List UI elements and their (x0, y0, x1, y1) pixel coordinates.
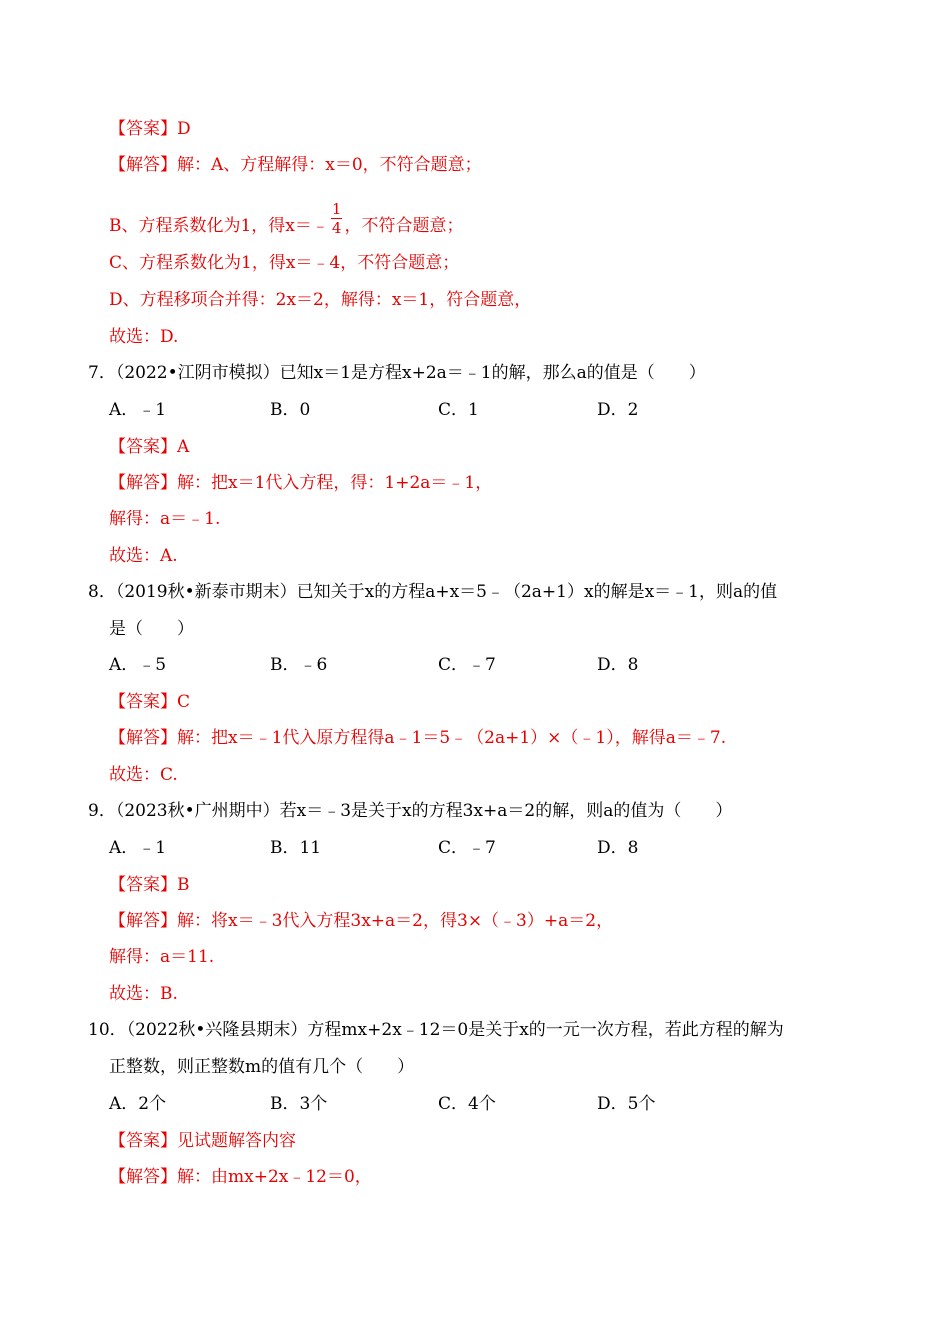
q6-b-suffix: ，不符合题意； (344, 216, 464, 236)
q6-option-d-line: D、方程移项合并得：2x＝2，解得：x＝1，符合题意， (109, 290, 532, 310)
q9-solution-1: 【解答】解：将x＝﹣3代入方程3x+a＝2，得3×（﹣3）+a＝2， (109, 911, 614, 931)
q7-stem: 7．（2022•江阴市模拟）已知x＝1是方程x+2a＝﹣1的解，那么a的值是（ ） (88, 363, 706, 383)
q6-solution: 【解答】解：A、方程解得：x＝0，不符合题意； (109, 155, 482, 175)
q8-solution-1: 【解答】解：把x＝﹣1代入原方程得a﹣1＝5﹣（2a+1）×（﹣1），解得a＝﹣7. (109, 728, 727, 748)
q6-option-c-line: C、方程系数化为1，得x＝﹣4，不符合题意； (109, 253, 460, 273)
q8-option-d: D．8 (597, 655, 639, 675)
q8-option-c: C．﹣7 (438, 655, 496, 675)
q8-choose: 故选：C. (109, 765, 178, 785)
q10-option-b: B．3个 (270, 1094, 328, 1114)
q10-answer: 【答案】见试题解答内容 (109, 1131, 296, 1151)
q9-option-d: D．8 (597, 838, 639, 858)
q8-option-a: A．﹣5 (109, 655, 167, 675)
fraction-denominator: 4 (331, 219, 342, 237)
q7-option-d: D．2 (597, 400, 639, 420)
q8-stem-1: 8．（2019秋•新泰市期末）已知关于x的方程a+x＝5﹣（2a+1）x的解是x＝﹣1，则a的值 (88, 582, 778, 602)
q6-choose: 故选：D. (109, 327, 179, 347)
q10-stem-2: 正整数，则正整数m的值有几个（ ） (109, 1057, 415, 1077)
q9-option-b: B．11 (270, 838, 322, 858)
q10-option-a: A．2个 (109, 1094, 167, 1114)
fraction-numerator: 1 (331, 200, 342, 218)
q7-option-c: C．1 (438, 400, 479, 420)
q6-b-prefix: B、方程系数化为1，得x＝﹣ (109, 216, 329, 236)
q10-option-c: C．4个 (438, 1094, 496, 1114)
q9-stem: 9．（2023秋•广州期中）若x＝﹣3是关于x的方程3x+a＝2的解，则a的值为（ ） (88, 801, 733, 821)
q9-solution-2: 解得：a＝11. (109, 947, 215, 967)
q6-option-b-line (109, 200, 464, 245)
q10-option-d: D．5个 (597, 1094, 656, 1114)
q8-answer: 【答案】C (109, 692, 191, 712)
q9-choose: 故选：B. (109, 984, 178, 1004)
q8-stem-2: 是（ ） (109, 619, 194, 639)
q10-stem-1: 10．（2022秋•兴隆县期末）方程mx+2x﹣12＝0是关于x的一元一次方程，若此方程的解为 (88, 1020, 784, 1040)
q7-option-a: A．﹣1 (109, 400, 167, 420)
q7-solution-1: 【解答】解：把x＝1代入方程，得：1+2a＝﹣1， (109, 473, 493, 493)
q7-choose: 故选：A. (109, 546, 178, 566)
q6-answer: 【答案】D (109, 119, 191, 139)
q10-solution-1: 【解答】解：由mx+2x﹣12＝0， (109, 1167, 372, 1187)
q8-option-b: B．﹣6 (270, 655, 328, 675)
q9-option-c: C．﹣7 (438, 838, 496, 858)
q7-answer: 【答案】A (109, 437, 190, 457)
q9-answer: 【答案】B (109, 875, 190, 895)
q7-solution-2: 解得：a＝﹣1. (109, 509, 221, 529)
q7-option-b: B．0 (270, 400, 311, 420)
q6-fraction (331, 200, 343, 237)
q9-option-a: A．﹣1 (109, 838, 167, 858)
